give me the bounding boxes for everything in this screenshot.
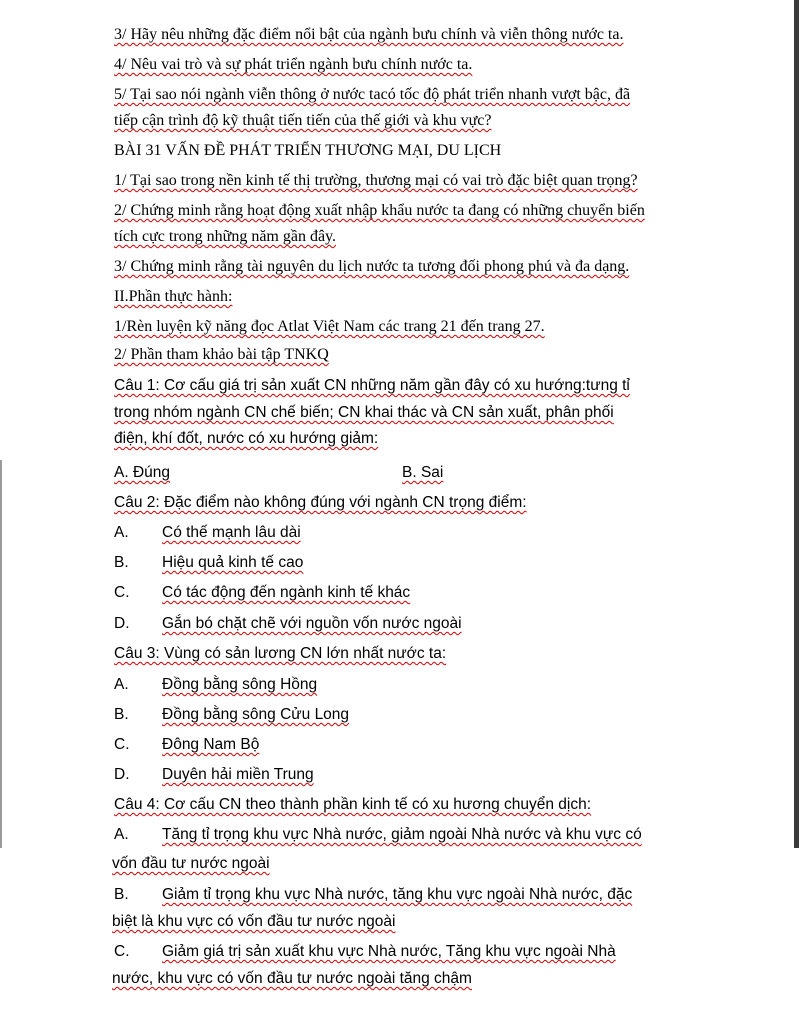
question-5-line-2: tiếp cận trình độ kỹ thuật tiến tiến của thế giới và khu vực? bbox=[114, 112, 492, 129]
mcq-3-option-b: B. Đồng bằng sông Cửu Long bbox=[114, 706, 350, 723]
lesson-question-2-line-1: 2/ Chứng minh rằng hoạt động xuất nhập khẩu nước ta đang có những chuyển biến bbox=[114, 202, 645, 219]
mcq-4-option-a-line-2: vốn đầu tư nước ngoài bbox=[112, 855, 270, 872]
mcq-3-option-c: C. Đông Nam Bộ bbox=[114, 736, 260, 753]
mcq-1-option-b: B. Sai bbox=[402, 464, 444, 481]
mcq-4-option-b-line-1: B. Giảm tỉ trọng khu vực Nhà nước, tăng khu vực ngoài Nhà nước, đặc bbox=[114, 886, 633, 903]
mcq-4-option-a-line-1: A. Tăng tỉ trọng khu vực Nhà nước, giảm ngoài Nhà nước và khu vực có bbox=[114, 826, 642, 843]
lesson-title: BÀI 31 VẤN ĐỀ PHÁT TRIỂN THƯƠNG MẠI, DU LỊCH bbox=[114, 142, 502, 159]
page-edge-left bbox=[0, 460, 2, 848]
lesson-question-3: 3/ Chứng minh rằng tài nguyên du lịch nước ta tương đối phong phú và đa dạng. bbox=[114, 258, 630, 275]
mcq-2-option-d: D. Gắn bó chặt chẽ với nguồn vốn nước ngoài bbox=[114, 615, 462, 632]
mcq-3-question: Câu 3: Vùng có sản lương CN lớn nhất nước ta: bbox=[114, 645, 447, 662]
mcq-2-option-b: B. Hiệu quả kinh tế cao bbox=[114, 554, 304, 571]
mcq-3-option-d: D. Duyên hải miền Trung bbox=[114, 766, 314, 783]
section-practice-heading: II.Phần thực hành: bbox=[114, 288, 233, 305]
mcq-2-question: Câu 2: Đặc điểm nào không đúng với ngành CN trọng điểm: bbox=[114, 494, 527, 511]
mcq-4-option-c-line-2: nước, khu vực có vốn đầu tư nước ngoài tăng chậm bbox=[112, 970, 472, 987]
mcq-1-line-1: Câu 1: Cơ cấu giá trị sản xuất CN những năm gần đây có xu hướng:tưng tỉ bbox=[114, 377, 630, 394]
mcq-4-question: Câu 4: Cơ cấu CN theo thành phần kinh tế có xu hương chuyển dịch: bbox=[114, 796, 592, 813]
mcq-1-line-3: điện, khí đốt, nước có xu hướng giảm: bbox=[114, 430, 379, 447]
mcq-3-option-a: A. Đồng bằng sông Hồng bbox=[114, 676, 318, 693]
practice-item-1: 1/Rèn luyện kỹ năng đọc Atlat Việt Nam các trang 21 đến trang 27. bbox=[114, 318, 545, 335]
mcq-1-option-a: A. Đúng bbox=[114, 464, 171, 481]
mcq-1-line-2: trong nhóm ngành CN chế biến; CN khai thác và CN sản xuất, phân phối bbox=[114, 404, 614, 421]
question-3-telecom: 3/ Hãy nêu những đặc điểm nổi bật của ngành bưu chính và viễn thông nước ta. bbox=[114, 26, 624, 43]
mcq-2-option-a: A. Có thế mạnh lâu dài bbox=[114, 524, 301, 541]
practice-item-2: 2/ Phần tham khảo bài tập TNKQ bbox=[114, 346, 329, 363]
lesson-question-2-line-2: tích cực trong những năm gần đây. bbox=[114, 228, 337, 245]
question-5-line-1: 5/ Tại sao nói ngành viễn thông ở nước tacó tốc độ phát triển nhanh vượt bậc, đã bbox=[114, 86, 631, 103]
question-4-postal: 4/ Nêu vai trò và sự phát triển ngành bưu chính nước ta. bbox=[114, 56, 473, 73]
page-edge-right bbox=[794, 0, 799, 848]
mcq-2-option-c: C. Có tác động đến ngành kinh tế khác bbox=[114, 584, 411, 601]
mcq-4-option-b-line-2: biệt là khu vực có vốn đầu tư nước ngoài bbox=[112, 913, 396, 930]
lesson-question-1: 1/ Tại sao trong nền kinh tế thị trường, thương mại có vai trò đặc biệt quan trọng? bbox=[114, 172, 638, 189]
mcq-4-option-c-line-1: C. Giảm giá trị sản xuất khu vực Nhà nước, Tăng khu vực ngoài Nhà bbox=[114, 943, 616, 960]
